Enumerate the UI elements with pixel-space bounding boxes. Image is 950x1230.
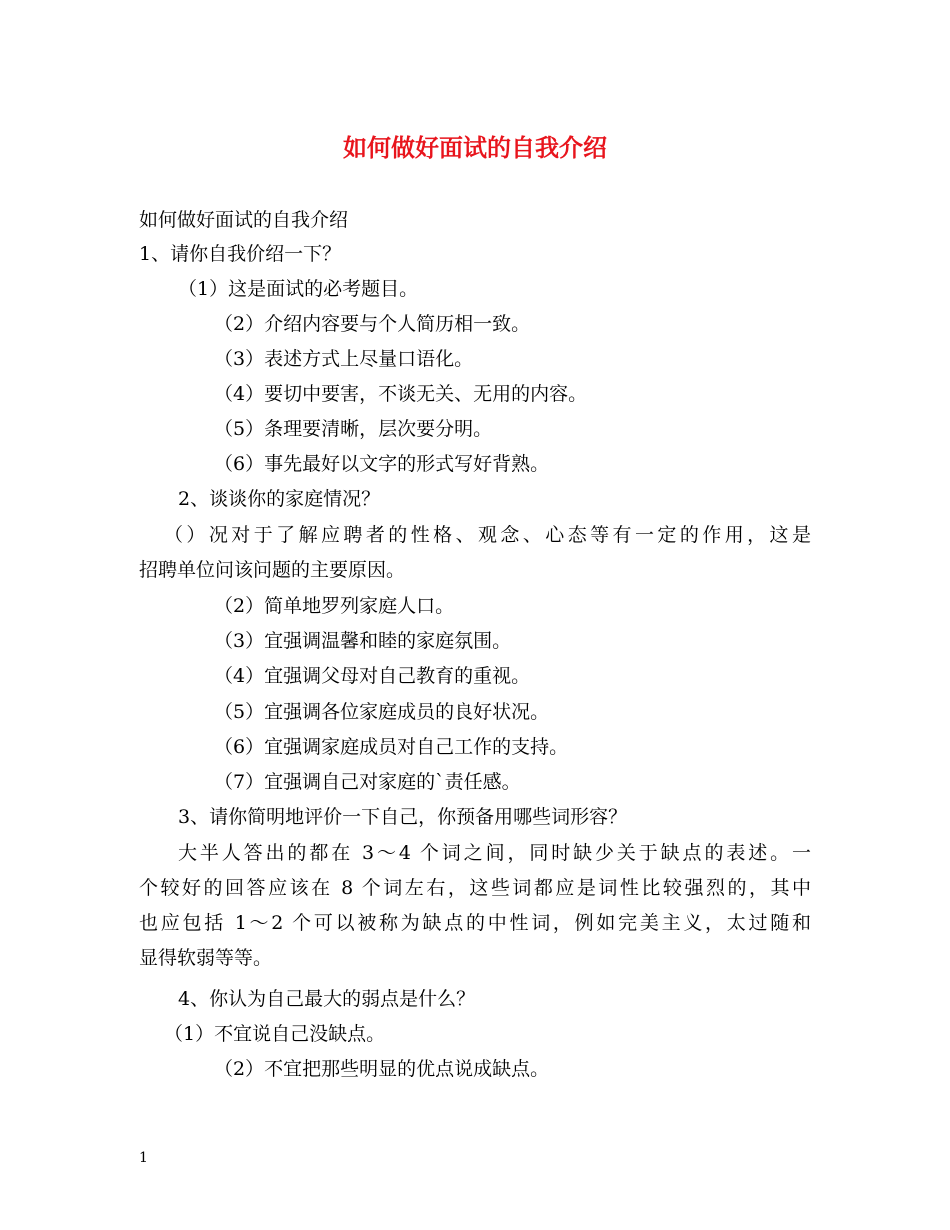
text-line: 3、请你简明地评价一下自己，你预备用哪些词形容？	[178, 806, 628, 828]
text-line: （3）宜强调温馨和睦的家庭氛围。	[214, 630, 512, 652]
text-line: （6）事先最好以文字的形式写好背熟。	[214, 453, 550, 475]
text-line: 也应包括 1～2 个可以被称为缺点的中性词，例如完美主义，太过随和	[139, 912, 811, 934]
text-line: 1、请你自我价绍一下？	[139, 243, 342, 265]
text-line: （4）要切中要害，不谈无关、无用的内容。	[214, 383, 588, 405]
text-line: （5）宜强调各位家庭成员的良好状况。	[214, 701, 550, 723]
text-line: （2）不宜把那些明显的优点说成缺点。	[214, 1058, 550, 1080]
text-line: （3）表述方式上尽量口语化。	[214, 348, 474, 370]
text-line: 个较好的回答应该在 8 个词左右，这些词都应是词性比较强烈的，其中	[139, 877, 811, 899]
text-line: （5）条理要清晰，层次要分明。	[214, 418, 493, 440]
text-line: （4）宜强调父母对自己教育的重视。	[214, 665, 531, 687]
text-line: （）况对于了解应聘者的性格、观念、心态等有一定的作用，这是	[164, 524, 811, 546]
text-line: 显得软弱等等。	[139, 947, 273, 969]
text-line: （1）这是面试的必考题目。	[178, 278, 419, 300]
text-line: （1）不宜说自己没缺点。	[164, 1023, 386, 1045]
text-line: （2）简单地罗列家庭人口。	[214, 595, 455, 617]
text-line: 大半人答出的都在 3～4 个词之间，同时缺少关于缺点的表述。一	[178, 842, 811, 864]
text-line: （6）宜强调家庭成员对自己工作的支持。	[214, 736, 569, 758]
document-title: 如何做好面试的自我介绍	[343, 133, 607, 162]
page-number: 1	[139, 1150, 148, 1166]
text-line: 2、谈谈你的家庭情况？	[178, 488, 381, 510]
text-line: （7）宜强调自己对家庭的`责任感。	[214, 771, 521, 793]
text-line: 4、你认为自己最大的弱点是什么？	[178, 988, 476, 1010]
text-line: （2）介绍内容要与个人简历相一致。	[214, 313, 531, 335]
text-line: 如何做好面试的自我介绍	[139, 209, 349, 231]
text-line: 招聘单位问该问题的主要原因。	[139, 559, 406, 581]
